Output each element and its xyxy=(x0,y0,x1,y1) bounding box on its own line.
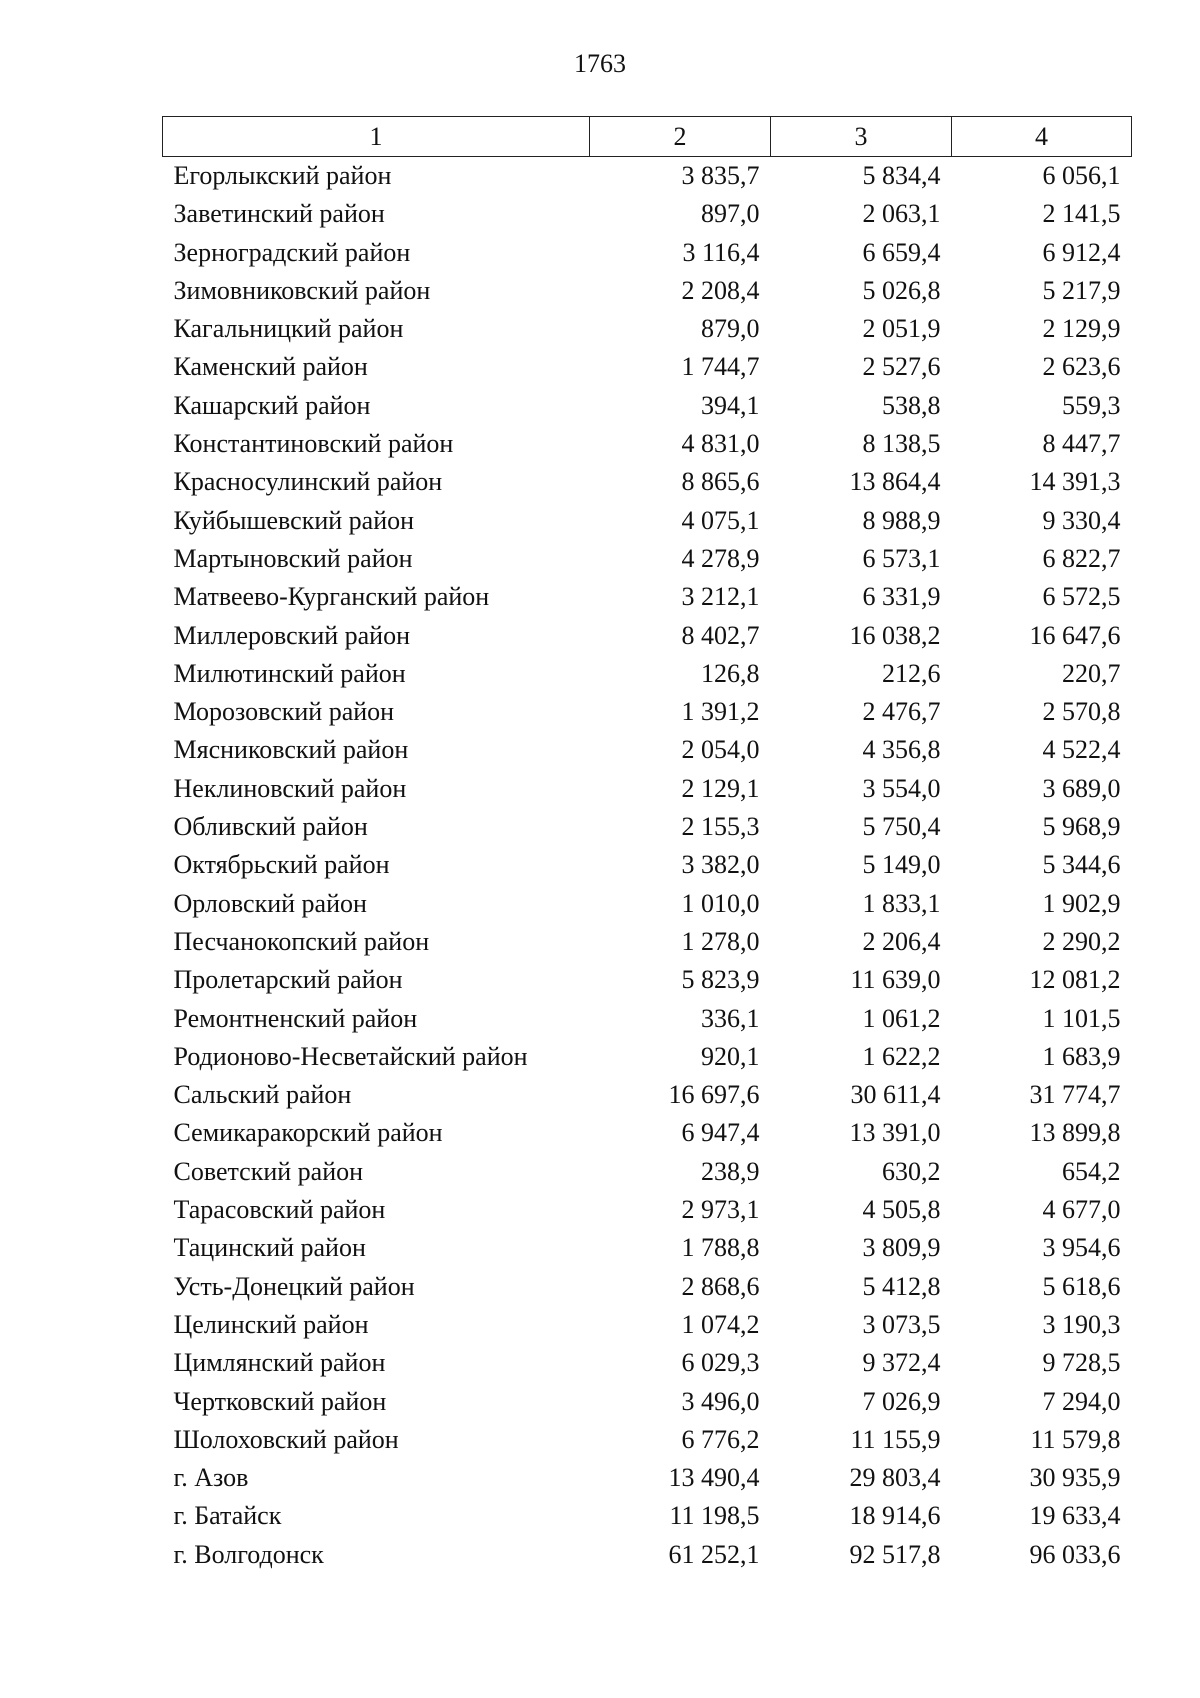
district-name: Мартыновский район xyxy=(173,543,413,573)
value-col-2: 2 868,6 xyxy=(681,1271,760,1301)
value-col-2: 336,1 xyxy=(701,1003,760,1033)
value-col-3: 13 391,0 xyxy=(849,1118,941,1148)
table-row xyxy=(163,1229,1132,1267)
value-col-2: 13 490,4 xyxy=(668,1463,760,1493)
value-col-2: 5 823,9 xyxy=(681,965,760,995)
district-name: Куйбышевский район xyxy=(173,505,415,535)
value-col-2: 3 382,0 xyxy=(681,850,760,880)
value-col-4: 559,3 xyxy=(1062,390,1121,420)
value-col-4: 2 570,8 xyxy=(1042,697,1121,727)
district-name: Целинский район xyxy=(173,1309,369,1339)
table-row xyxy=(163,1114,1132,1152)
table-row xyxy=(163,195,1132,233)
district-name: Зимовниковский район xyxy=(173,275,431,305)
value-col-3: 538,8 xyxy=(882,390,941,420)
table-row xyxy=(163,1153,1132,1191)
column-header-2: 2 xyxy=(590,117,771,157)
table-header xyxy=(163,117,1132,157)
value-col-2: 8 865,6 xyxy=(681,467,760,497)
value-col-3: 6 331,9 xyxy=(862,582,941,612)
value-col-3: 8 138,5 xyxy=(862,429,941,459)
district-name: Шолоховский район xyxy=(173,1424,399,1454)
district-name: Миллеровский район xyxy=(173,620,411,650)
value-col-2: 3 835,7 xyxy=(681,161,760,190)
value-col-3: 4 356,8 xyxy=(862,735,941,765)
value-col-3: 11 155,9 xyxy=(850,1424,941,1454)
value-col-2: 1 744,7 xyxy=(681,352,760,382)
district-name: Родионово-Несветайский район xyxy=(173,1041,528,1071)
table-row xyxy=(163,387,1132,425)
value-col-3: 92 517,8 xyxy=(849,1539,941,1569)
district-name: Усть-Донецкий район xyxy=(173,1271,415,1301)
value-col-3: 18 914,6 xyxy=(849,1501,941,1531)
value-col-4: 3 954,6 xyxy=(1042,1233,1121,1263)
value-col-2: 1 010,0 xyxy=(681,888,760,918)
value-col-4: 1 101,5 xyxy=(1042,1003,1121,1033)
value-col-2: 2 129,1 xyxy=(681,773,760,803)
table-row xyxy=(163,234,1132,272)
district-name: г. Волгодонск xyxy=(173,1539,324,1569)
value-col-2: 6 776,2 xyxy=(681,1424,760,1454)
table-row xyxy=(163,1459,1132,1497)
table-row xyxy=(163,846,1132,884)
table-row xyxy=(163,1306,1132,1344)
value-col-3: 1 622,2 xyxy=(862,1041,941,1071)
header-row xyxy=(163,117,1132,157)
value-col-2: 3 212,1 xyxy=(681,582,760,612)
value-col-3: 1 833,1 xyxy=(862,888,941,918)
value-col-3: 630,2 xyxy=(882,1156,941,1186)
value-col-3: 212,6 xyxy=(882,658,941,688)
district-name: Орловский район xyxy=(173,888,367,918)
value-col-2: 4 075,1 xyxy=(681,505,760,535)
value-col-4: 1 902,9 xyxy=(1042,888,1121,918)
value-col-3: 6 573,1 xyxy=(862,543,941,573)
value-col-3: 7 026,9 xyxy=(862,1386,941,1416)
value-col-4: 16 647,6 xyxy=(1029,620,1121,650)
value-col-3: 16 038,2 xyxy=(849,620,941,650)
column-header-4: 4 xyxy=(952,117,1132,157)
value-col-4: 3 689,0 xyxy=(1042,773,1121,803)
value-col-3: 30 611,4 xyxy=(850,1080,941,1110)
value-col-4: 5 217,9 xyxy=(1042,275,1121,305)
table-row xyxy=(163,923,1132,961)
value-col-3: 5 026,8 xyxy=(862,275,941,305)
table-row xyxy=(163,1191,1132,1229)
value-col-4: 9 728,5 xyxy=(1042,1348,1121,1378)
district-name: Морозовский район xyxy=(173,697,395,727)
table-row xyxy=(163,1497,1132,1535)
value-col-3: 5 834,4 xyxy=(862,161,941,190)
table-row xyxy=(163,1383,1132,1421)
district-name: Егорлыкский район xyxy=(173,161,392,190)
table-row xyxy=(163,731,1132,769)
value-col-2: 2 973,1 xyxy=(681,1195,760,1225)
district-name: Красносулинский район xyxy=(173,467,443,497)
district-name: Кашарский район xyxy=(173,390,371,420)
table-row xyxy=(163,540,1132,578)
value-col-2: 394,1 xyxy=(701,390,760,420)
value-col-3: 5 750,4 xyxy=(862,812,941,842)
value-col-2: 8 402,7 xyxy=(681,620,760,650)
table-row xyxy=(163,693,1132,731)
value-col-4: 5 968,9 xyxy=(1042,812,1121,842)
value-col-2: 61 252,1 xyxy=(668,1539,760,1569)
value-col-2: 3 116,4 xyxy=(682,237,760,267)
value-col-4: 2 141,5 xyxy=(1042,199,1121,229)
table-row xyxy=(163,617,1132,655)
value-col-3: 3 809,9 xyxy=(862,1233,941,1263)
value-col-3: 5 149,0 xyxy=(862,850,941,880)
value-col-2: 1 278,0 xyxy=(681,926,760,956)
table-row xyxy=(163,1076,1132,1114)
value-col-3: 5 412,8 xyxy=(862,1271,941,1301)
value-col-2: 11 198,5 xyxy=(669,1501,760,1531)
table-row xyxy=(163,272,1132,310)
district-name: Советский район xyxy=(173,1156,364,1186)
district-name: Заветинский район xyxy=(173,199,385,229)
district-name: Милютинский район xyxy=(173,658,406,688)
value-col-4: 2 129,9 xyxy=(1042,314,1121,344)
value-col-4: 3 190,3 xyxy=(1042,1309,1121,1339)
value-col-3: 6 659,4 xyxy=(862,237,941,267)
value-col-2: 920,1 xyxy=(701,1041,760,1071)
value-col-4: 4 522,4 xyxy=(1042,735,1121,765)
district-name: Пролетарский район xyxy=(173,965,403,995)
value-col-4: 8 447,7 xyxy=(1042,429,1121,459)
value-col-3: 4 505,8 xyxy=(862,1195,941,1225)
value-col-3: 9 372,4 xyxy=(862,1348,941,1378)
value-col-3: 3 073,5 xyxy=(862,1309,941,1339)
value-col-4: 6 056,1 xyxy=(1042,161,1121,190)
table-row xyxy=(163,578,1132,616)
value-col-2: 1 391,2 xyxy=(681,697,760,727)
value-col-4: 31 774,7 xyxy=(1029,1080,1121,1110)
district-name: Цимлянский район xyxy=(173,1348,386,1378)
value-col-4: 6 912,4 xyxy=(1042,237,1121,267)
district-name: Октябрьский район xyxy=(173,850,390,880)
table-row xyxy=(163,808,1132,846)
table-row xyxy=(163,1536,1132,1574)
value-col-2: 126,8 xyxy=(701,658,760,688)
district-name: Мясниковский район xyxy=(173,735,409,765)
column-header-1: 1 xyxy=(163,117,590,157)
value-col-4: 96 033,6 xyxy=(1029,1539,1121,1569)
value-col-2: 2 208,4 xyxy=(681,275,760,305)
district-name: Константиновский район xyxy=(173,429,454,459)
table-row xyxy=(163,502,1132,540)
table-row xyxy=(163,885,1132,923)
table-row xyxy=(163,1344,1132,1382)
column-header-3: 3 xyxy=(771,117,952,157)
value-col-4: 7 294,0 xyxy=(1042,1386,1121,1416)
value-col-2: 4 831,0 xyxy=(681,429,760,459)
value-col-3: 2 063,1 xyxy=(862,199,941,229)
value-col-2: 4 278,9 xyxy=(681,543,760,573)
value-col-4: 30 935,9 xyxy=(1029,1463,1121,1493)
data-table xyxy=(162,116,1132,1574)
table-row xyxy=(163,348,1132,386)
value-col-3: 8 988,9 xyxy=(862,505,941,535)
table-row xyxy=(163,1038,1132,1076)
value-col-4: 5 618,6 xyxy=(1042,1271,1121,1301)
district-name: Ремонтненский район xyxy=(173,1003,418,1033)
district-name: Тарасовский район xyxy=(173,1195,386,1225)
value-col-3: 13 864,4 xyxy=(849,467,941,497)
table-row xyxy=(163,1268,1132,1306)
table-row xyxy=(163,157,1132,196)
value-col-3: 29 803,4 xyxy=(849,1463,941,1493)
value-col-4: 6 572,5 xyxy=(1042,582,1121,612)
value-col-3: 11 639,0 xyxy=(850,965,941,995)
table-row xyxy=(163,310,1132,348)
value-col-4: 9 330,4 xyxy=(1042,505,1121,535)
table-row xyxy=(163,1000,1132,1038)
value-col-4: 654,2 xyxy=(1062,1156,1121,1186)
page-number: 1763 xyxy=(574,49,626,78)
value-col-4: 13 899,8 xyxy=(1029,1118,1121,1148)
value-col-3: 2 476,7 xyxy=(862,697,941,727)
value-col-4: 1 683,9 xyxy=(1042,1041,1121,1071)
table-row xyxy=(163,463,1132,501)
value-col-4: 19 633,4 xyxy=(1029,1501,1121,1531)
district-name: Сальский район xyxy=(173,1080,352,1110)
value-col-2: 238,9 xyxy=(701,1156,760,1186)
value-col-4: 4 677,0 xyxy=(1042,1195,1121,1225)
value-col-4: 2 290,2 xyxy=(1042,926,1121,956)
value-col-3: 3 554,0 xyxy=(862,773,941,803)
district-name: Семикаракорский район xyxy=(173,1118,443,1148)
table-row xyxy=(163,1421,1132,1459)
table-row xyxy=(163,425,1132,463)
district-name: Матвеево-Курганский район xyxy=(173,582,490,612)
district-name: Каменский район xyxy=(173,352,368,382)
value-col-2: 897,0 xyxy=(701,199,760,229)
table-row xyxy=(163,655,1132,693)
value-col-3: 2 206,4 xyxy=(862,926,941,956)
value-col-4: 2 623,6 xyxy=(1042,352,1121,382)
district-name: г. Азов xyxy=(173,1463,249,1493)
value-col-3: 2 051,9 xyxy=(862,314,941,344)
value-col-2: 16 697,6 xyxy=(668,1080,760,1110)
district-name: Неклиновский район xyxy=(173,773,407,803)
district-name: Зерноградский район xyxy=(173,237,411,267)
value-col-2: 1 074,2 xyxy=(681,1309,760,1339)
value-col-2: 6 029,3 xyxy=(681,1348,760,1378)
value-col-2: 2 155,3 xyxy=(681,812,760,842)
table-row xyxy=(163,961,1132,999)
district-name: Песчанокопский район xyxy=(173,926,430,956)
value-col-2: 879,0 xyxy=(701,314,760,344)
value-col-4: 220,7 xyxy=(1062,658,1121,688)
value-col-2: 2 054,0 xyxy=(681,735,760,765)
district-name: Тацинский район xyxy=(173,1233,366,1263)
district-name: Чертковский район xyxy=(173,1386,387,1416)
value-col-4: 5 344,6 xyxy=(1042,850,1121,880)
value-col-3: 2 527,6 xyxy=(862,352,941,382)
value-col-3: 1 061,2 xyxy=(862,1003,941,1033)
value-col-2: 6 947,4 xyxy=(681,1118,760,1148)
value-col-4: 11 579,8 xyxy=(1030,1424,1121,1454)
value-col-4: 12 081,2 xyxy=(1029,965,1121,995)
district-name: Обливский район xyxy=(173,812,368,842)
table-body xyxy=(163,157,1132,1574)
value-col-4: 14 391,3 xyxy=(1029,467,1121,497)
value-col-4: 6 822,7 xyxy=(1042,543,1121,573)
value-col-2: 1 788,8 xyxy=(681,1233,760,1263)
table-row xyxy=(163,770,1132,808)
district-name: г. Батайск xyxy=(173,1501,282,1531)
district-name: Кагальницкий район xyxy=(173,314,404,344)
value-col-2: 3 496,0 xyxy=(681,1386,760,1416)
